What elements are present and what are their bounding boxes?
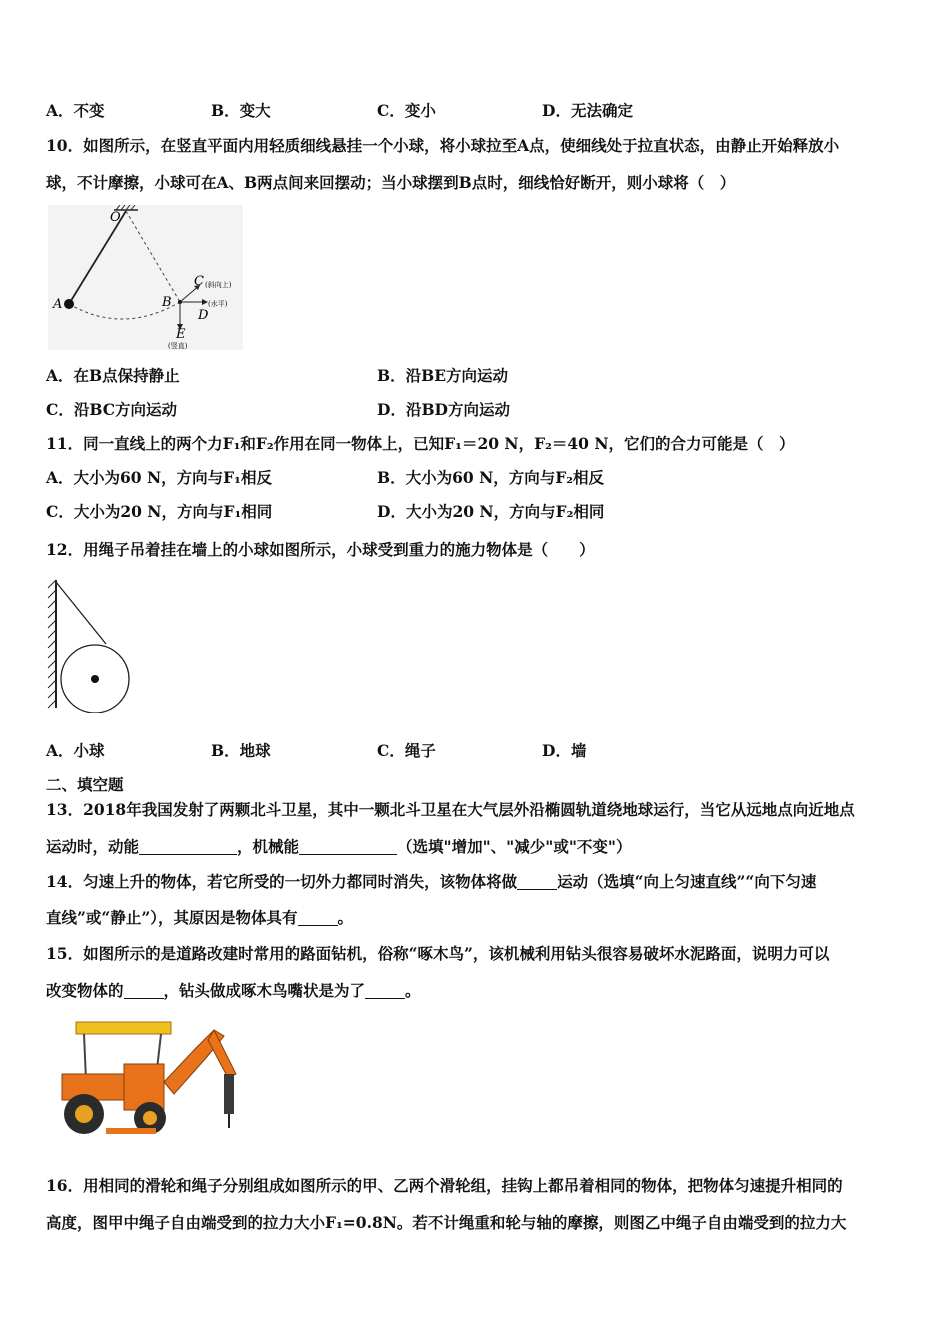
label-a: A: [53, 297, 63, 312]
label-d-note: (水平): [208, 300, 228, 308]
q14-stem-line1: [46, 871, 816, 893]
q14-blank-2[interactable]: [298, 909, 338, 926]
hanging-ball-figure: [44, 578, 139, 713]
q13-stem-line1: 13．2018年我国发射了两颗北斗卫星，其中一颗北斗卫星在大气层外沿椭圆轨道绕地球运行，当它从远地点向近地点: [46, 800, 855, 819]
q13-blank-1[interactable]: [139, 838, 237, 855]
label-c-note: (斜向上): [205, 281, 232, 289]
rear-hub-icon: [143, 1111, 157, 1125]
q9-option-a: A．不变: [46, 101, 105, 120]
front-hub-icon: [75, 1105, 93, 1123]
label-e: E: [176, 327, 186, 342]
q13-text-c: （选填"增加"、"减少"或"不变"）: [397, 837, 632, 856]
q15-text-b: ，钻头做成啄木鸟嘴状是为了: [163, 981, 366, 1000]
q14-stem-line2: [46, 907, 353, 929]
q9-option-d: D．无法确定: [542, 101, 633, 120]
figure-background: [48, 205, 243, 350]
q10-option-a: A．在B点保持静止: [46, 366, 180, 385]
q9-option-b: B．变大: [211, 101, 271, 120]
section-title: 二、填空题: [46, 775, 124, 794]
q15-stem-line1: 15．如图所示的是道路改建时常用的路面钻机，俗称“啄木鸟”，该机械利用钻头很容易破坏水泥路面，说明力可以: [46, 944, 830, 963]
tractor-hood-icon: [62, 1074, 124, 1100]
q14-text-a: 14．匀速上升的物体，若它所受的一切外力都同时消失，该物体将做: [46, 872, 518, 891]
canopy-icon: [76, 1022, 171, 1034]
q15-blank-2[interactable]: [365, 982, 405, 999]
road-drill-figure: [46, 1018, 246, 1143]
drill-head-icon: [224, 1074, 234, 1114]
q11-option-d: D．大小为20 N，方向与F₂相同: [377, 502, 605, 521]
q11-stem: 11．同一直线上的两个力F₁和F₂作用在同一物体上，已知F₁＝20 N，F₂＝40 N，它们的合力可能是（ ）: [46, 434, 795, 453]
q9-option-c: C．变小: [377, 101, 436, 120]
ball-a-icon: [64, 299, 74, 309]
canopy-post: [84, 1034, 86, 1080]
q12-stem: 12．用绳子吊着挂在墙上的小球如图所示，小球受到重力的施力物体是（ ）: [46, 540, 595, 559]
q11-option-c: C．大小为20 N，方向与F₁相同: [46, 502, 273, 521]
q14-text-c: 直线”或“静止”），其原因是物体具有: [46, 908, 298, 927]
q14-text-b: 运动（选填“向上匀速直线”“向下匀速: [557, 872, 817, 891]
q12-option-c: C．绳子: [377, 741, 436, 760]
rope-line: [56, 582, 106, 644]
q13-blank-2[interactable]: [299, 838, 397, 855]
q10-option-c: C．沿BC方向运动: [46, 400, 178, 419]
wall-hatch-icon: [48, 580, 56, 708]
q15-text-c: 。: [405, 981, 421, 1000]
q11-option-a: A．大小为60 N，方向与F₁相反: [46, 468, 272, 487]
label-b: B: [162, 295, 172, 310]
q15-blank-1[interactable]: [124, 982, 164, 999]
q12-option-d: D．墙: [542, 741, 587, 760]
pendulum-figure: [48, 205, 243, 350]
q15-stem-line2: [46, 980, 421, 1002]
label-e-note: (竖直): [168, 342, 188, 350]
q16-stem-line1: 16．用相同的滑轮和绳子分别组成如图所示的甲、乙两个滑轮组，挂钩上都吊着相同的物体，把物体匀速提升相同的: [46, 1176, 843, 1195]
q13-text-a: 运动时，动能: [46, 837, 140, 856]
q10-option-d: D．沿BD方向运动: [377, 400, 510, 419]
tractor-cab-icon: [124, 1064, 164, 1110]
q14-blank-1[interactable]: [517, 873, 557, 890]
label-d: D: [198, 308, 209, 323]
label-o: O: [110, 210, 121, 225]
q13-stem-line2: [46, 836, 632, 858]
q13-text-b: ，机械能: [237, 837, 300, 856]
q14-text-d: 。: [337, 908, 354, 927]
q12-option-a: A．小球: [46, 741, 105, 760]
stabilizer-icon: [106, 1128, 156, 1134]
q12-option-b: B．地球: [211, 741, 271, 760]
q15-text-a: 改变物体的: [46, 981, 124, 1000]
q10-stem-line2: 球，不计摩擦，小球可在A、B两点间来回摆动；当小球摆到B点时，细线恰好断开，则小球将（ ）: [46, 173, 736, 192]
label-c: C: [194, 274, 204, 289]
ball-center-icon: [91, 675, 99, 683]
q16-stem-line2: 高度，图甲中绳子自由端受到的拉力大小F₁=0.8N。若不计绳重和轮与轴的摩擦，则图乙中绳子自由端受到的拉力大: [46, 1213, 847, 1232]
q11-option-b: B．大小为60 N，方向与F₂相反: [377, 468, 605, 487]
q10-stem-line1: 10．如图所示，在竖直平面内用轻质细线悬挂一个小球，将小球拉至A点，使细线处于拉直状态，由静止开始释放小: [46, 136, 840, 155]
q10-option-b: B．沿BE方向运动: [377, 366, 509, 385]
